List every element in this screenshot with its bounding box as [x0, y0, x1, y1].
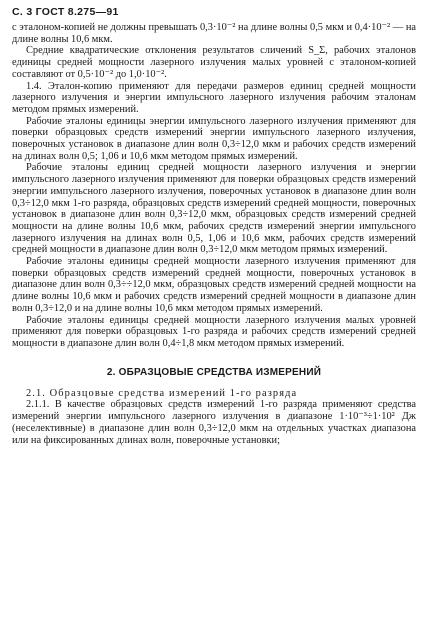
- paragraph: Средние квадратические отклонения результатов сличений S_Σ, рабочих эталонов единицы средней мощности лазерного излучения малых уровней с эталоном-копией составляют от 0,5·10⁻² до 1,0·10⁻².: [12, 45, 416, 80]
- document-page: [12, 6, 416, 446]
- paragraph: 1.4. Эталон-копию применяют для передачи размеров единиц средней мощности лазерного излучения и энергии импульсного лазерного излучения рабочим эталонам методом прямых измерений.: [12, 80, 416, 115]
- paragraph: Рабочие эталоны единицы средней мощности лазерного излучения малых уровней применяют для поверки образцовых 1-го разряда и рабочих средств измерений средней мощности в диапазоне длин волн 0,4÷1,8 мкм методом прямых измерений.: [12, 314, 416, 349]
- paragraph: Рабочие эталоны единицы средней мощности лазерного излучения применяют для поверки образцовых средств измерений средней мощности, поверочных установок в диапазоне длин волн 0,3÷÷12,0 мкм, образцовых средств измерений средней мощности на длине волны 10,6 мкм и рабочих средств измерений средней мощности в диапазоне длин волн 0,3÷12,0 и на длине волны 10,6 мкм методом прямых измерений.: [12, 256, 416, 314]
- section-title: 2. ОБРАЗЦОВЫЕ СРЕДСТВА ИЗМЕРЕНИЙ: [106, 366, 322, 378]
- subsection-title: 2.1. Образцовые средства измерений 1-го разряда: [26, 387, 298, 399]
- paragraph: Рабочие эталоны единиц средней мощности лазерного излучения и энергии импульсного лазерного излучения применяют для поверки образцовых средств измерений энергии импульсного лазерного излучения, поверочных установок в диапазоне длин волн 0,3÷12,0 мкм 1-го разряда, образцовых средств измерений средней мощности, поверочных установок в диапазоне длин волн 0,3÷12,0 мкм, образцовых средств измерений средней мощности на длине волны 10,6 мкм, рабочих средств измерений энергии импульсного лазерного излучения на длинах волн 0,5, 1,06 и 10,6 мкм, рабочих средств измерений средней мощности в диапазоне длин волн 0,3÷12,0 мкм методом прямых измерений.: [12, 162, 416, 256]
- page-header: С. 3 ГОСТ 8.275—91: [12, 6, 119, 18]
- paragraph: 2.1.1. В качестве образцовых средств измерений 1-го разряда применяют средства измерений энергии импульсного лазерного излучения в диапазоне 1·10⁻³÷1·10² Дж (неселективные) в диапазоне длин волн 0,3÷12,0 мкм на отдельных участках диапазона или на фиксированных длинах волн, поверочные установки;: [12, 399, 416, 446]
- paragraph: Рабочие эталоны единицы энергии импульсного лазерного излучения применяют для поверки образцовых средств измерений энергии импульсного лазерного излучения, поверочных установок в диапазоне длин волн 0,3÷12,0 мкм и рабочих средств измерений на длинах волн 0,5; 1,06 и 10,6 мкм методом прямых измерений.: [12, 115, 416, 162]
- paragraph: с эталоном-копией не должны превышать 0,3·10⁻² на длине волны 0,5 мкм и 0,4·10⁻² — на длине волны 10,6 мкм.: [12, 22, 416, 45]
